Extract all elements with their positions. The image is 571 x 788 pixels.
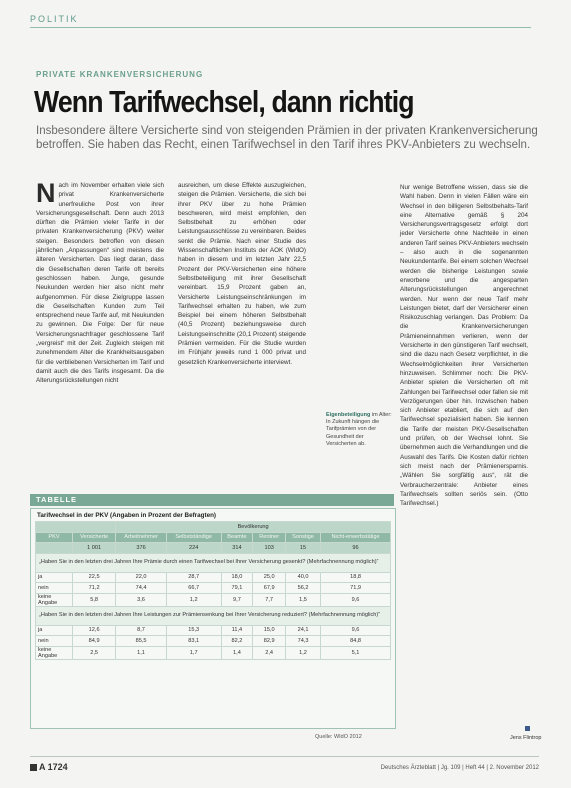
sample-size-cell: 103 [253,543,286,554]
article-column-2 [178,181,306,367]
table-row [36,583,391,594]
table-cell: 85,5 [116,636,167,647]
table-cell: 71,9 [321,583,391,594]
table-cell: 9,7 [221,593,253,606]
drop-cap: N [36,178,56,208]
question-1: „Haben Sie in den letzten drei Jahren Ihre Prämie durch einen Tarifwechsel bei Ihrer Versicherung gesenkt? (Mehrfachnennung möglich)“ [36,553,391,572]
page-number [30,762,68,772]
table-group-header: Bevölkerung [116,522,391,533]
table-row [36,572,391,583]
row-label: keine Angabe [36,593,73,606]
table-cell: 1,7 [166,646,221,659]
table-cell: 9,6 [321,593,391,606]
sample-size-cell: 224 [166,543,221,554]
table-cell: 71,2 [73,583,116,594]
table-cell: 18,0 [221,572,253,583]
table-cell: 22,5 [73,572,116,583]
caption-text: im Alter: In Zukunft hängen die Tarifprämien von der Gesundheit der Versicherten ab. [326,412,392,447]
footer-divider [30,756,539,757]
author: Jens Flintrop [510,735,542,741]
standfirst: Insbesondere ältere Versicherte sind von steigenden Prämien in der privaten Krankenversicherung betroffen. Sie haben das Recht, einen Tarifwechsel in den Tarif ihres PKV-Anbieters zu wechseln. [36,125,538,151]
table-cell: 1,5 [285,593,320,606]
image-caption [326,412,392,448]
caption-title: Eigenbeteiligung [326,412,371,418]
table-source: Quelle: WIdO 2012 [315,734,362,740]
column-text: Nur wenige Betroffene wissen, dass sie die Wahl haben. Denn in vielen Fällen wäre ein Wechsel in den billigeren Selbstbehalts-Tarif eine Alternative gemäß § 204 Versicherungsvertragsgesetz erfolgt dort jeder Versicherte ohne Nachteile in einen anderen Tarif seines PKV-Anbieters wechseln – also auch in die sogenannten Neukundentarife. Bei einem solchen Wechsel werden die bisherige Leistungen sowie erworbene und die angesparten Alterungsrückstellungen angerechnet werden. Nur wenn der neue Tarif mehr Leistungen bietet, darf der Versicherer einen Risikozuschlag verlangen. Das Problem: Da die Krankenversicherungen Prämieneinnahmen verlieren, wenn der Versicherte in den günstigeren Tarif wechselt, sind die dazu nach Gesetz verpflichtet, in die Wechselmöglichkeiten ihrer Versicherten hinzuweisen. Schlimmer noch: Die PKV-Anbieter spielen die Versicherten oft mit Zahlungen bei Tarifwechsel oder fallen sie mit Verzögerungen über hin. Inzwischen haben sich Anbieter etabliert, die sich auf den Tarifwechsel spezialisiert haben. Sie kennen die Tarife der meisten PKV-Gesellschaften und prüfen, ob der Wechsel lohnt. Sie übernehmen auch die Verhandlungen und die Auswahl des Tarifs. Die Kosten dafür richten sich meist nach der Prämienersparnis. „Wählen Sie sorgfältig aus“, rät die Verbraucherzentrale: Anbieter eines Tarifwechsels sollten seriös sein. (Otto Tarifwechsel.) [400,184,528,508]
sample-size-cell: 15 [285,543,320,554]
table-cell: 7,7 [253,593,286,606]
table-cell: 15,0 [253,625,286,636]
table-cell: 28,7 [166,572,221,583]
question-2: „Haben Sie in den letzten drei Jahren Ihre Leistungen zur Prämiensenkung bei Ihrer Versicherung reduziert? (Mehrfachnennung möglich)“ [36,606,391,625]
sample-size-cell [36,543,73,554]
column-header: Versicherte [73,532,116,543]
table-cell: 9,6 [321,625,391,636]
table-row [36,625,391,636]
table-cell: 56,2 [285,583,320,594]
square-icon [30,764,37,771]
table-cell: 8,7 [116,625,167,636]
column-header: Beamte [221,532,253,543]
column-header: Arbeitnehmer [116,532,167,543]
table-row [36,636,391,647]
table-cell: 5,1 [321,646,391,659]
page-number-text: A 1724 [39,762,68,772]
sample-size-cell: 1 001 [73,543,116,554]
row-label: keine Angabe [36,646,73,659]
column-text: ausreichen, um diese Effekte auszugleichen, steigen die Prämien. Versicherte, die sich bei ihrer PKV über zu hohe Prämien beschweren, wird meist empfohlen, den Selbstbehalt zu erhöhen oder Leistungsausschlüsse zu vereinbaren. Beides senkt die Prämie. Nach einer Studie des Wissenschaftlichen Instituts der AOK (WIdO) haben in diesem und im letzten Jahr 22,5 Prozent der PKV-Versicherten eine höhere Selbstbeteiligung mit ihrer Gesellschaft vereinbart. 15,9 Prozent gaben an, Versicherte Leistungseinschränkungen im Tarifwechsel erhalten zu haben, wie zum Beispiel bei einem höheren Selbstbehalt (40,5 Prozent) beziehungsweise durch Leistungseinschnitte (20,1 Prozent) steigende Prämien vermeiden. Für die Studie wurden im Frühjahr jeweils rund 1 000 privat und gesetzlich Krankenversicherte interviewt. [178,182,306,366]
row-label: nein [36,636,73,647]
table-cell: 12,6 [73,625,116,636]
column-header: Selbstständige [166,532,221,543]
column-header: PKV [36,532,73,543]
column-header: Sonstige [285,532,320,543]
table-cell: 24,1 [285,625,320,636]
table-cell: 25,0 [253,572,286,583]
table-cell: 82,2 [221,636,253,647]
row-label: ja [36,625,73,636]
table-cell: 22,0 [116,572,167,583]
table-cell: 1,2 [285,646,320,659]
table-cell: 84,8 [321,636,391,647]
row-label: ja [36,572,73,583]
table-cell: 79,1 [221,583,253,594]
table-cell: 74,3 [285,636,320,647]
kicker: PRIVATE KRANKENVERSICHERUNG [36,70,204,79]
table-cell: 1,2 [166,593,221,606]
sample-size-cell: 96 [321,543,391,554]
article-column-3 [400,183,528,508]
sample-size-cell: 314 [221,543,253,554]
table-cell: 3,6 [116,593,167,606]
table-cell: 11,4 [221,625,253,636]
table-cell: 1,1 [116,646,167,659]
ressort-divider [30,27,531,28]
table-cell: 66,7 [166,583,221,594]
publication-source: Deutsches Ärzteblatt | Jg. 109 | Heft 44 | 2. November 2012 [380,765,539,771]
table-label-bar: TABELLE [30,494,394,506]
table-cell: 40,0 [285,572,320,583]
table-cell: 74,4 [116,583,167,594]
table-cell: 82,9 [253,636,286,647]
table-cell: 1,4 [221,646,253,659]
end-mark [525,726,530,731]
column-text: ach im November erhalten viele sich privat Krankenversicherte unerfreuliche Post von ihrer Versicherungsgesellschaft. Denn auch 2013 dürften die Prämien vieler Tarife in der privaten Krankenversicherung (PKV) weiter steigen. Besonders betroffen von diesen jährlichen „Anpassungen“ sind meistens die älteren Versicherten. Das liegt daran, dass die Gesellschaften deren Tarife oft bereits geschlossen haben. Junge, gesunde Neukunden werden hier also nicht mehr aufgenommen. Für diese Zielgruppe lassen die Gesellschaften Kunden zum Teil entsprechend neue Tarife auf, mit Neukunden zu gewinnen. Die Folge: Der für neue Versicherungsnachfrager geschlossene Tarif „vergreist“ mit der Zeit. Zugleich steigen mit zunehmendem Alter die Krankheitsausgaben für die verbliebenen Versicherten im Tarif und damit auch die des Tarifs insgesamt. Da die Alterungsrückstellungen nicht [36,182,164,385]
table-title: Tarifwechsel in der PKV (Angaben in Prozent der Befragten) [37,512,217,519]
table-row [36,593,391,606]
table-row [36,646,391,659]
headline: Wenn Tarifwechsel, dann richtig [34,84,414,119]
data-table [35,521,391,660]
table-cell: 2,5 [73,646,116,659]
column-header: Nicht-erwerbstätige [321,532,391,543]
table-box [30,508,396,729]
column-header: Rentner [253,532,286,543]
table-cell: 2,4 [253,646,286,659]
table-cell: 5,8 [73,593,116,606]
table-cell: 83,1 [166,636,221,647]
table-cell: 18,8 [321,572,391,583]
sample-size-cell: 376 [116,543,167,554]
ressort-label: POLITIK [30,14,79,24]
table-cell: 84,9 [73,636,116,647]
table-cell: 15,3 [166,625,221,636]
row-label: nein [36,583,73,594]
table-cell: 67,9 [253,583,286,594]
table-header-blank [36,522,116,533]
article-column-1 [36,178,164,386]
